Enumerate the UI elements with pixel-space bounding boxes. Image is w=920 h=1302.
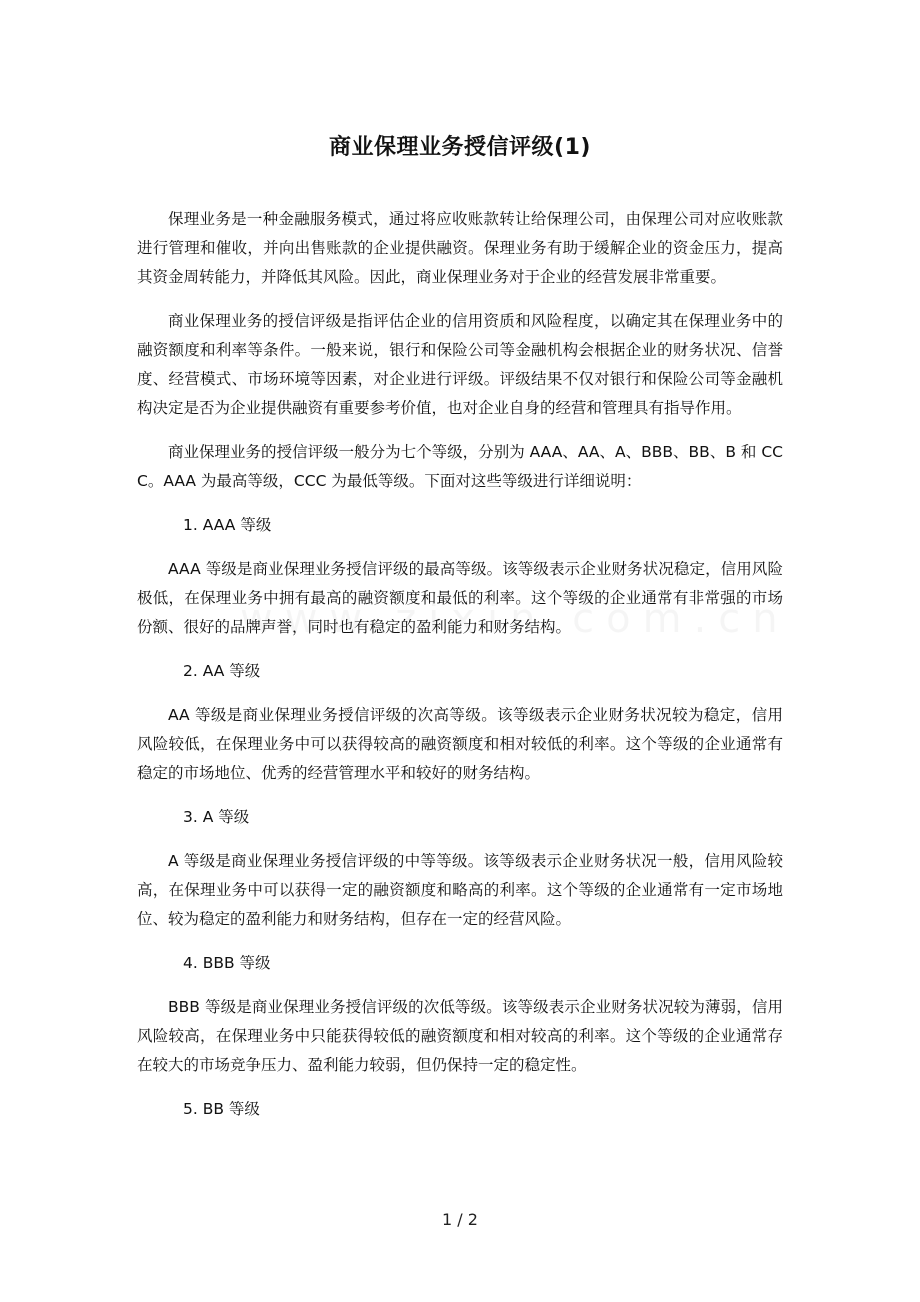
section-heading-bb: 5. BB 等级 bbox=[183, 1100, 260, 1118]
section-text-bbb: BBB 等级是商业保理业务授信评级的次低等级。该等级表示企业财务状况较为薄弱，信用风险较高，在保理业务中只能获得较低的融资额度和相对较高的利率。这个等级的企业通常存在较大的市场竞争压力、盈利能力较弱，但仍保持一定的稳定性。 bbox=[137, 998, 783, 1074]
section-heading-a: 3. A 等级 bbox=[183, 808, 250, 826]
section-text-a: A 等级是商业保理业务授信评级的中等等级。该等级表示企业财务状况一般，信用风险较高，在保理业务中可以获得一定的融资额度和略高的利率。这个等级的企业通常有一定市场地位、较为稳定的盈利能力和财务结构，但存在一定的经营风险。 bbox=[137, 852, 783, 928]
intro-paragraph-3: 商业保理业务的授信评级一般分为七个等级，分别为 AAA、AA、A、BBB、BB、B 和 CCC。AAA 为最高等级，CCC 为最低等级。下面对这些等级进行详细说明： bbox=[137, 443, 783, 490]
page-number: 1 / 2 bbox=[442, 1210, 478, 1229]
section-text-aa: AA 等级是商业保理业务授信评级的次高等级。该等级表示企业财务状况较为稳定，信用风险较低，在保理业务中可以获得较高的融资额度和相对较低的利率。这个等级的企业通常有稳定的市场地位、优秀的经营管理水平和较好的财务结构。 bbox=[137, 706, 783, 782]
section-heading-aa: 2. AA 等级 bbox=[183, 662, 261, 680]
section-text-aaa: AAA 等级是商业保理业务授信评级的最高等级。该等级表示企业财务状况稳定，信用风险极低，在保理业务中拥有最高的融资额度和最低的利率。这个等级的企业通常有非常强的市场份额、很好的品牌声誉，同时也有稳定的盈利能力和财务结构。 bbox=[137, 560, 783, 636]
section-heading-aaa: 1. AAA 等级 bbox=[183, 516, 272, 534]
document-title: 商业保理业务授信评级(1) bbox=[329, 135, 591, 160]
intro-paragraph-1: 保理业务是一种金融服务模式，通过将应收账款转让给保理公司，由保理公司对应收账款进行管理和催收，并向出售账款的企业提供融资。保理业务有助于缓解企业的资金压力，提高其资金周转能力，并降低其风险。因此，商业保理业务对于企业的经营发展非常重要。 bbox=[137, 210, 783, 286]
intro-paragraph-2: 商业保理业务的授信评级是指评估企业的信用资质和风险程度，以确定其在保理业务中的融资额度和利率等条件。一般来说，银行和保险公司等金融机构会根据企业的财务状况、信誉度、经营模式、市场环境等因素，对企业进行评级。评级结果不仅对银行和保险公司等金融机构决定是否为企业提供融资有重要参考价值，也对企业自身的经营和管理具有指导作用。 bbox=[137, 312, 783, 417]
section-heading-bbb: 4. BBB 等级 bbox=[183, 954, 271, 972]
document-body bbox=[137, 205, 783, 1139]
